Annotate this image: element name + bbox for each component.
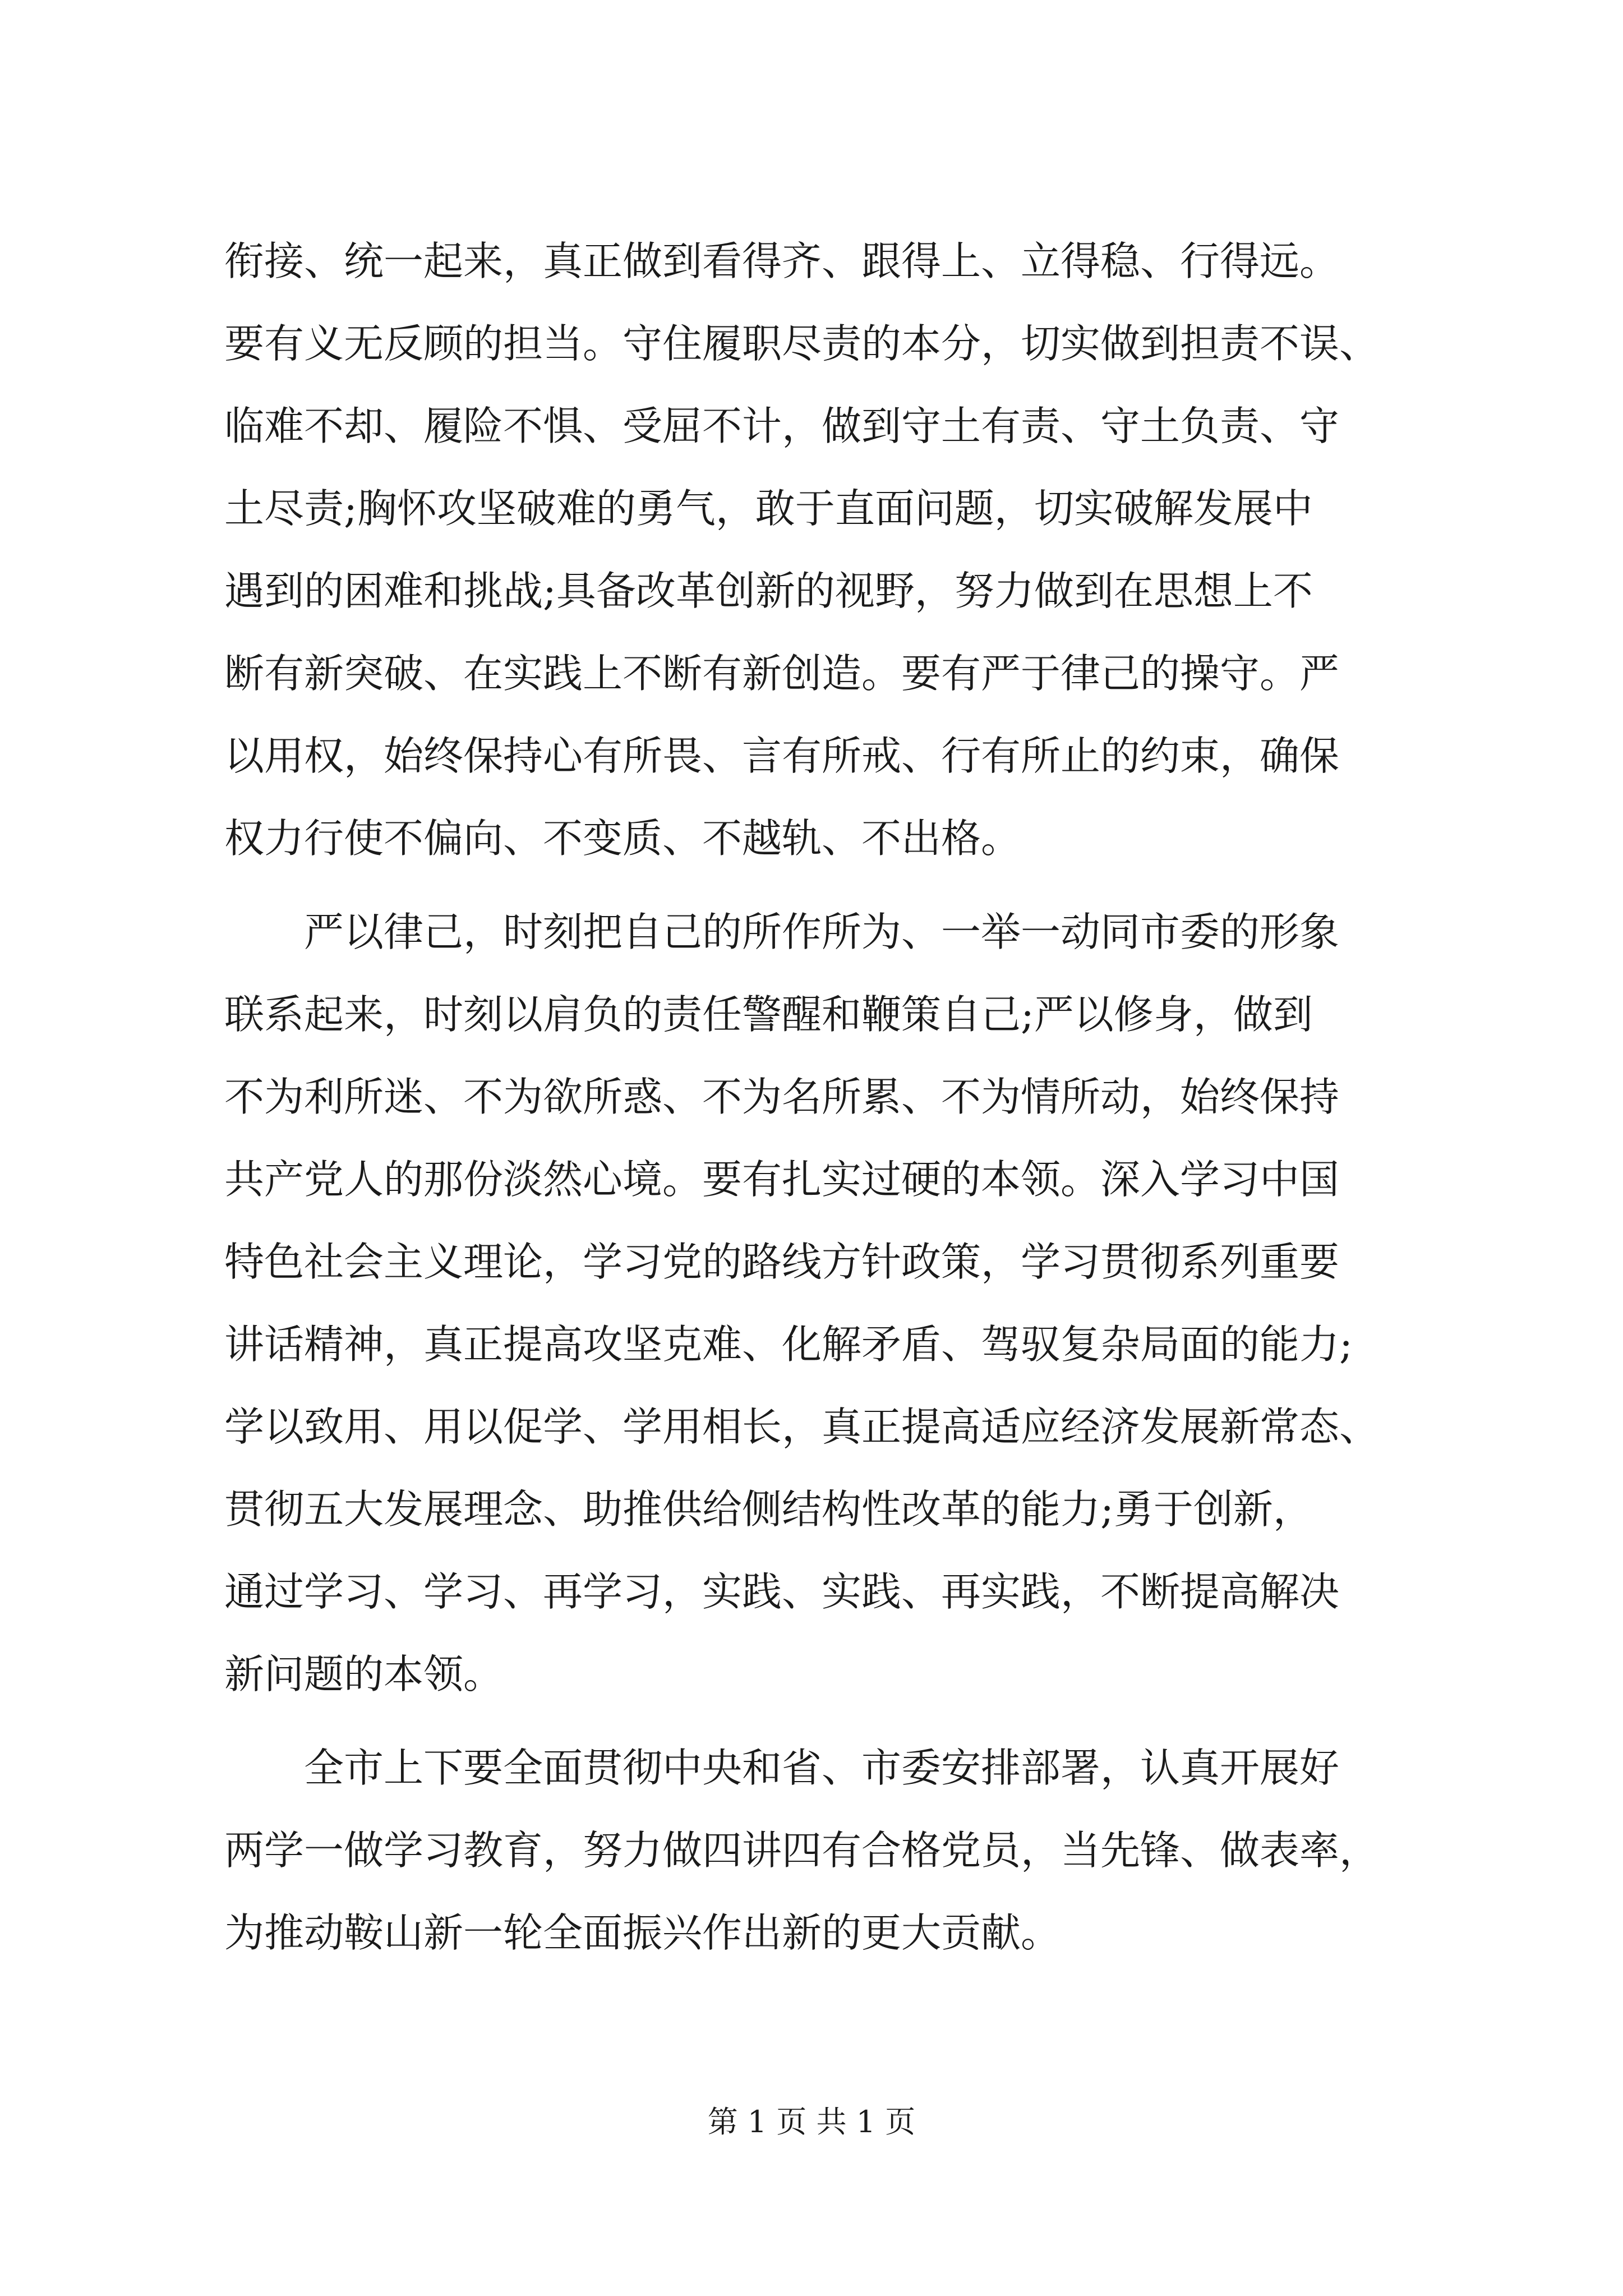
text-line: 严以律己，时刻把自己的所作所为、一举一动同市委的形象 [224, 909, 1340, 955]
text-line: 断有新突破、在实践上不断有新创造。要有严于律己的操守。严 [224, 650, 1340, 697]
document-body [224, 220, 1424, 1974]
text-line: 要有义无反顾的担当。守住履职尽责的本分，切实做到担责不误、 [224, 320, 1380, 367]
text-line: 全市上下要全面贯彻中央和省、市委安排部署，认真开展好 [224, 1745, 1340, 1791]
text-line: 特色社会主义理论，学习党的路线方针政策，学习贯彻系列重要 [224, 1239, 1340, 1285]
text-line: 学以致用、用以促学、学用相长，真正提高适应经济发展新常态、 [224, 1404, 1380, 1450]
paragraph-gap [224, 1715, 1424, 1727]
paragraph-1 [224, 220, 1424, 880]
text-line: 新问题的本领。 [224, 1651, 504, 1697]
text-line: 土尽责;胸怀攻坚破难的勇气，敢于直面问题，切实破解发展中 [224, 485, 1313, 532]
text-line: 贯彻五大发展理念、助推供给侧结构性改革的能力;勇于创新， [224, 1486, 1313, 1533]
paragraph-2 [224, 891, 1424, 1715]
text-line: 遇到的困难和挑战;具备改革创新的视野，努力做到在思想上不 [224, 568, 1313, 614]
text-line: 联系起来，时刻以肩负的责任警醒和鞭策自己;严以修身，做到 [224, 991, 1313, 1038]
text-line: 共产党人的那份淡然心境。要有扎实过硬的本领。深入学习中国 [224, 1156, 1340, 1203]
text-line: 不为利所迷、不为欲所惑、不为名所累、不为情所动，始终保持 [224, 1074, 1340, 1120]
page-footer: 第 1 页 共 1 页 [707, 2104, 916, 2139]
text-line: 临难不却、履险不惧、受屈不计，做到守土有责、守土负责、守 [224, 403, 1340, 449]
text-line: 讲话精神，真正提高攻坚克难、化解矛盾、驾驭复杂局面的能力; [224, 1321, 1353, 1368]
text-line: 权力行使不偏向、不变质、不越轨、不出格。 [224, 815, 1021, 862]
text-line: 两学一做学习教育，努力做四讲四有合格党员，当先锋、做表率， [224, 1827, 1380, 1874]
text-line: 为推动鞍山新一轮全面振兴作出新的更大贡献。 [224, 1910, 1061, 1956]
text-line: 以用权，始终保持心有所畏、言有所戒、行有所止的约束，确保 [224, 733, 1340, 779]
text-line: 通过学习、学习、再学习，实践、实践、再实践，不断提高解决 [224, 1568, 1340, 1615]
text-line: 衔接、统一起来，真正做到看得齐、跟得上、立得稳、行得远。 [224, 238, 1340, 284]
paragraph-3 [224, 1727, 1424, 1974]
paragraph-gap [224, 880, 1424, 891]
